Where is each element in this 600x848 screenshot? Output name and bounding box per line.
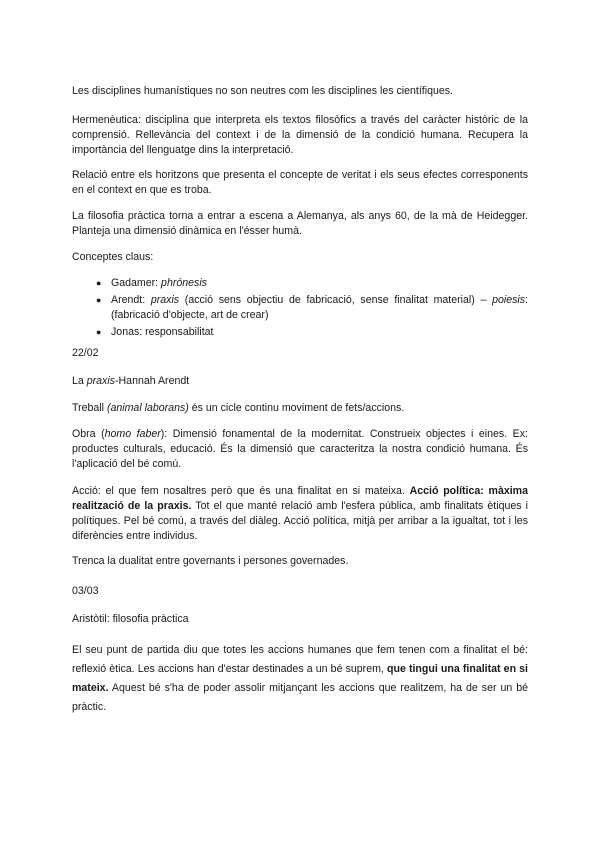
section-heading-praxis: La praxis-Hannah Arendt: [72, 375, 190, 387]
paragraph-accio: Acció: el que fem nosaltres però que és una finalitat en si mateixa. Acció política: màxima realització de la praxis. Tot el que manté relació amb l'esfera pública, amb finalitats ètiques i polítiques. Pel bé comú, a través del diàleg. Acció política, mitjà per arribar a la igualtat, tot i les diferències entre individus.: [72, 485, 528, 542]
paragraph-intro: Les disciplines humanístiques no son neutres com les disciplines les científiques.: [72, 85, 453, 97]
bullet-icon: ●: [96, 295, 102, 305]
section-heading-aristotil: Aristòtil: filosofia pràctica: [72, 613, 189, 625]
paragraph-horitzons: Relació entre els horitzons que presenta el concepte de veritat i els seus efectes corresponents en el context en que es troba.: [72, 169, 528, 196]
paragraph-trenca: Trenca la dualitat entre governants i persones governades.: [72, 555, 349, 567]
list-item: ● Jonas: responsabilitat: [96, 326, 214, 338]
paragraph-treball: Treball (animal laborans) és un cicle continu moviment de fets/accions.: [72, 402, 405, 414]
concepts-list: [96, 276, 528, 342]
paragraph-obra: Obra (homo faber): Dimensió fonamental de la modernitat. Construeix objectes i eines. Ex: productes culturals, educació. És la dimensió que caracteritza la nostra condició humana. És l'aplicació del bé comú.: [72, 428, 528, 470]
bullet-icon: ●: [96, 327, 102, 337]
list-item: ● Gadamer: phrónesis: [96, 277, 207, 289]
date-heading: 03/03: [72, 585, 99, 597]
paragraph-filosofia-practica: La filosofia pràctica torna a entrar a escena a Alemanya, als anys 60, de la mà de Heidegger. Planteja una dimensió dinàmica en l'ésser humà.: [72, 210, 528, 237]
date-heading: 22/02: [72, 347, 99, 359]
paragraph-hermeneutica: Hermenèutica: disciplina que interpreta els textos filosòfics a través del caràcter històric de la comprensió. Rellevància del context i de la dimensió de la condició humana. Recupera la importància del llenguatge dins la interpretació.: [72, 114, 528, 156]
paragraph-aristotil: El seu punt de partida diu que totes les accions humanes que fem tenen com a finalitat el bé: reflexió ètica. Les accions han d'estar destinades a un bé suprem, que tingui una finalitat en si mateix. Aquest bé s'ha de poder assolir mitjançant les accions que realitzem, ha de ser un bé pràctic.: [72, 644, 529, 713]
paragraph-conceptes-claus: Conceptes claus:: [72, 251, 154, 263]
list-item: ● Arendt: praxis (acció sens objectiu de fabricació, sense finalitat material) – poiesis: (fabricació d'objecte, art de crear): [96, 294, 528, 321]
bullet-icon: ●: [96, 278, 102, 288]
